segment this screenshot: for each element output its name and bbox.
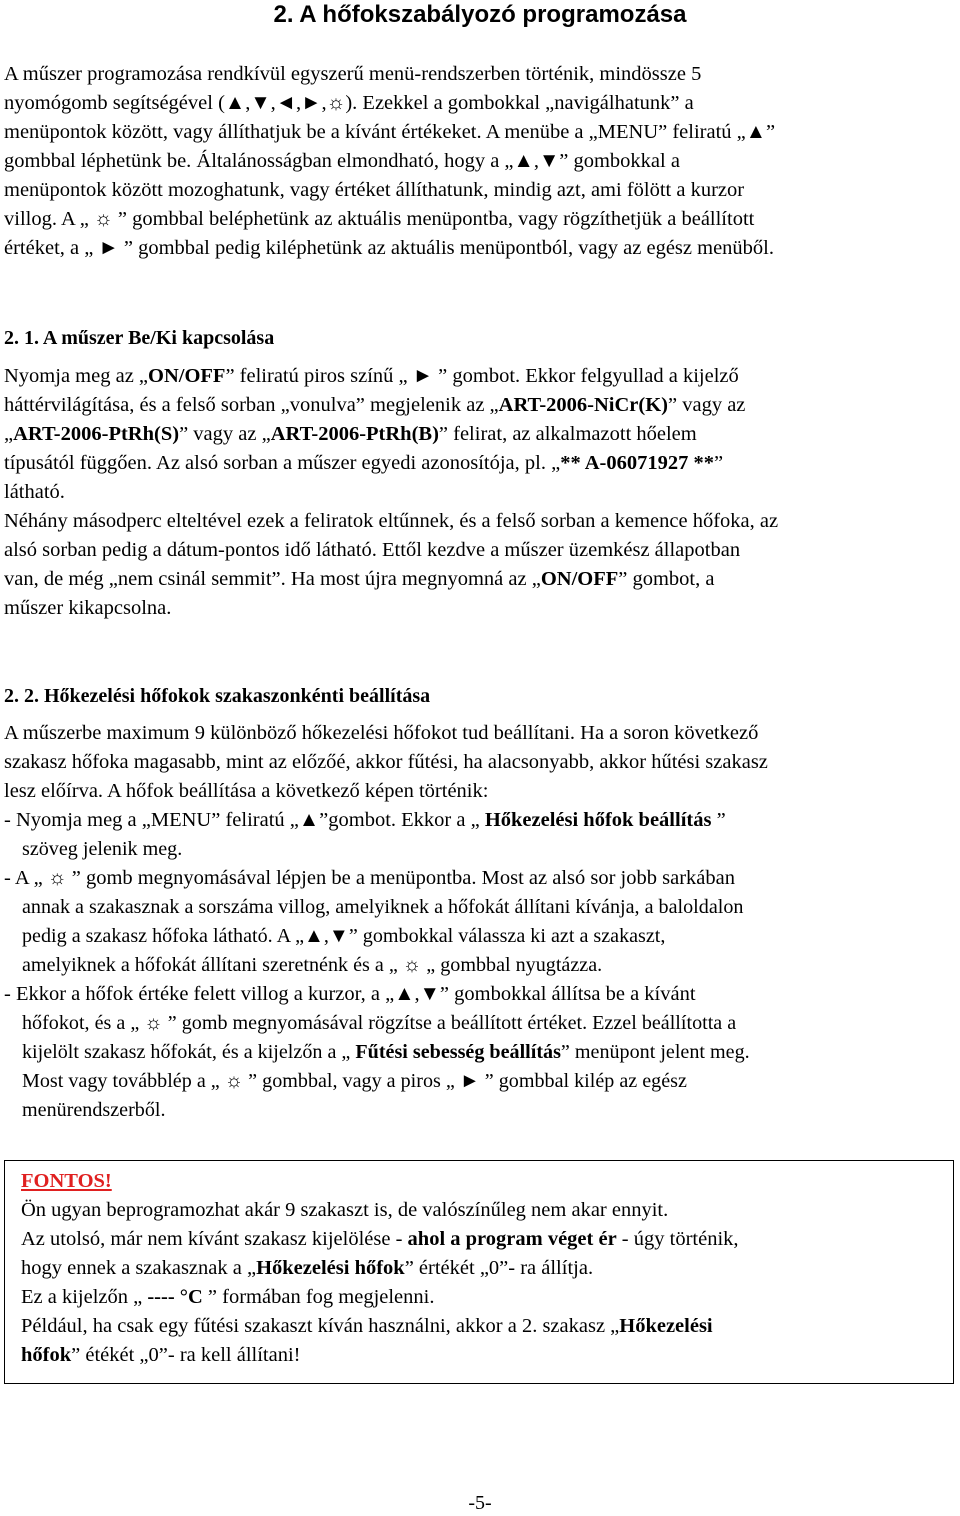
intro-line: A műszer programozása rendkívül egyszerű menü-rendszerben történik, mindössze 5 — [4, 63, 702, 85]
text-run: ” — [713, 452, 724, 474]
bullet-line — [4, 1038, 956, 1067]
text-run: háttérvilágítása, és a felső sorban „vonulva” megjelenik az „ — [4, 394, 499, 416]
note-line — [21, 1341, 941, 1370]
section-heading-2-1: 2. 1. A műszer Be/Ki kapcsolása — [4, 327, 275, 349]
intro-line: menüpontok között mozoghatunk, vagy értéket állíthatunk, mindig azt, ami fölött a kurzor — [4, 179, 745, 201]
body-line: Néhány másodperc elteltével ezek a feliratok eltűnnek, és a felső sorban a kemence hőfoka, az — [4, 510, 779, 532]
text-run: ” gombot, a — [618, 568, 715, 590]
note-label: FONTOS! — [21, 1170, 112, 1192]
text-run: Ez a kijelzőn „ — [21, 1286, 148, 1308]
section-heading-2-2: 2. 2. Hőkezelési hőfokok szakaszonkénti beállítása — [4, 685, 431, 707]
text-run: Az utolsó, már nem kívánt szakasz kijelölése - — [21, 1228, 408, 1250]
text-run-bold: Hőkezelési — [619, 1315, 713, 1337]
note-line — [21, 1225, 941, 1254]
text-run: - Nyomja meg a „MENU” feliratú „▲”gombot. Ekkor a „ — [4, 809, 485, 831]
section-2-1-body — [4, 362, 956, 623]
note-line — [21, 1312, 941, 1341]
body-line: alsó sorban pedig a dátum-pontos idő látható. Ettől kezdve a műszer üzemkész állapotban — [4, 539, 741, 561]
text-run: - úgy történik, — [616, 1228, 739, 1250]
intro-line: villog. A „ ☼ ” gombbal beléphetünk az aktuális menüpontba, vagy rögzíthetjük a beállított — [4, 208, 755, 230]
text-run: hogy ennek a szakasznak a „ — [21, 1257, 257, 1279]
note-label-line — [21, 1167, 941, 1196]
text-run-bold: hőfok — [21, 1344, 72, 1366]
bullet-line: - A „ ☼ ” gomb megnyomásával lépjen be a menüpontba. Most az alsó sor jobb sarkában — [4, 867, 735, 889]
text-run-bold: Hőkezelési hőfok — [256, 1257, 405, 1279]
text-run-bold: Hőkezelési hőfok beállítás — [484, 809, 712, 831]
body-line — [4, 362, 956, 391]
text-run-bold: ahol a program véget ér — [407, 1228, 617, 1250]
text-run: „ — [4, 423, 14, 445]
bullet-line: Most vagy továbblép a „ ☼ ” gombbal, vagy a piros „ ► ” gombbal kilép az egész — [22, 1070, 687, 1092]
bullet-line: pedig a szakasz hőfoka látható. A „▲,▼” gombokkal válassza ki azt a szakaszt, — [22, 925, 666, 947]
text-run: Például, ha csak egy fűtési szakaszt kíván használni, akkor a 2. szakasz „ — [21, 1315, 620, 1337]
bullet-line: amelyiknek a hőfokát állítani szeretnénk és a „ ☼ „ gombbal nyugtázza. — [22, 954, 603, 976]
important-note-box — [4, 1160, 954, 1384]
bullet-line — [4, 806, 956, 835]
text-run: ” formában fog megjelenni. — [202, 1286, 435, 1308]
body-line — [4, 420, 956, 449]
body-line — [4, 449, 956, 478]
bullet-line: - Ekkor a hőfok értéke felett villog a kurzor, a „▲,▼” gombokkal állítsa be a kívánt — [4, 983, 696, 1005]
text-run-bold: ART-2006-PtRh(S) — [13, 423, 180, 445]
text-run-bold: ** A-06071927 ** — [560, 452, 714, 474]
text-run: ” — [711, 809, 726, 831]
text-run-bold: ON/OFF — [540, 568, 619, 590]
intro-line: menüpontok között, vagy állíthatjuk be a kívánt értékeket. A menübe a „MENU” feliratú „▲” — [4, 121, 776, 143]
note-content — [21, 1167, 941, 1370]
bullet-line: annak a szakasznak a sorszáma villog, amelyiknek a hőfokát állítani kívánja, a baloldalon — [22, 896, 744, 918]
text-run: ” vagy az „ — [179, 423, 271, 445]
page-number: -5- — [468, 1492, 492, 1514]
text-run: Nyomja meg az „ — [4, 365, 149, 387]
text-run: ” feliratú piros színű „ ► ” gombot. Ekkor felgyullad a kijelző — [225, 365, 739, 387]
intro-line: nyomógomb segítségével (▲,▼,◄,►,☼). Ezekkel a gombokkal „navigálhatunk” a — [4, 92, 694, 114]
bullet-line: menürendszerből. — [22, 1099, 166, 1121]
text-run: ” felirat, az alkalmazott hőelem — [438, 423, 697, 445]
bullet-line: szöveg jelenik meg. — [22, 838, 183, 860]
text-run: kijelölt szakasz hőfokát, és a kijelzőn a „ — [22, 1041, 356, 1063]
text-run: ” menüpont jelent meg. — [560, 1041, 750, 1063]
note-line: Ön ugyan beprogramozhat akár 9 szakaszt is, de valószínűleg nem akar ennyit. — [21, 1199, 669, 1221]
section-2-2-body — [4, 719, 956, 1125]
intro-line: gombbal léphetünk be. Általánosságban elmondható, hogy a „▲,▼” gombokkal a — [4, 150, 680, 172]
bullet-line: hőfokot, és a „ ☼ ” gomb megnyomásával rögzítse a beállított értéket. Ezzel beállította a — [22, 1012, 737, 1034]
note-line — [21, 1254, 941, 1283]
body-line — [4, 391, 956, 420]
text-run-bold: ON/OFF — [148, 365, 226, 387]
page-title: 2. A hőfokszabályozó programozása — [273, 1, 687, 28]
text-run: típusától függően. Az alsó sorban a műszer egyedi azonosítója, pl. „ — [4, 452, 561, 474]
body-line: látható. — [4, 481, 65, 503]
intro-paragraph — [4, 60, 956, 263]
text-run: van, de még „nem csinál semmit”. Ha most újra megnyomná az „ — [4, 568, 541, 590]
note-line — [21, 1283, 941, 1312]
text-run: ” vagy az — [668, 394, 746, 416]
text-run: ” értékét „0”- ra állítja. — [404, 1257, 594, 1279]
body-line: műszer kikapcsolna. — [4, 597, 172, 619]
text-run: ” étékét „0”- ra kell állítani! — [71, 1344, 301, 1366]
body-line: A műszerbe maximum 9 különböző hőkezelési hőfokot tud beállítani. Ha a soron következő — [4, 722, 759, 744]
text-run-bold: ---- °C — [147, 1286, 203, 1308]
text-run-bold: Fűtési sebesség beállítás — [355, 1041, 561, 1063]
body-line: lesz előírva. A hőfok beállítása a következő képen történik: — [4, 780, 489, 802]
body-line: szakasz hőfoka magasabb, mint az előzőé, akkor fűtési, ha alacsonyabb, akkor hűtési szakasz — [4, 751, 768, 773]
text-run-bold: ART-2006-NiCr(K) — [498, 394, 668, 416]
text-run-bold: ART-2006-PtRh(B) — [270, 423, 439, 445]
intro-line: értéket, a „ ► ” gombbal pedig kiléphetünk az aktuális menüpontból, vagy az egész menüből. — [4, 237, 775, 259]
body-line — [4, 565, 956, 594]
